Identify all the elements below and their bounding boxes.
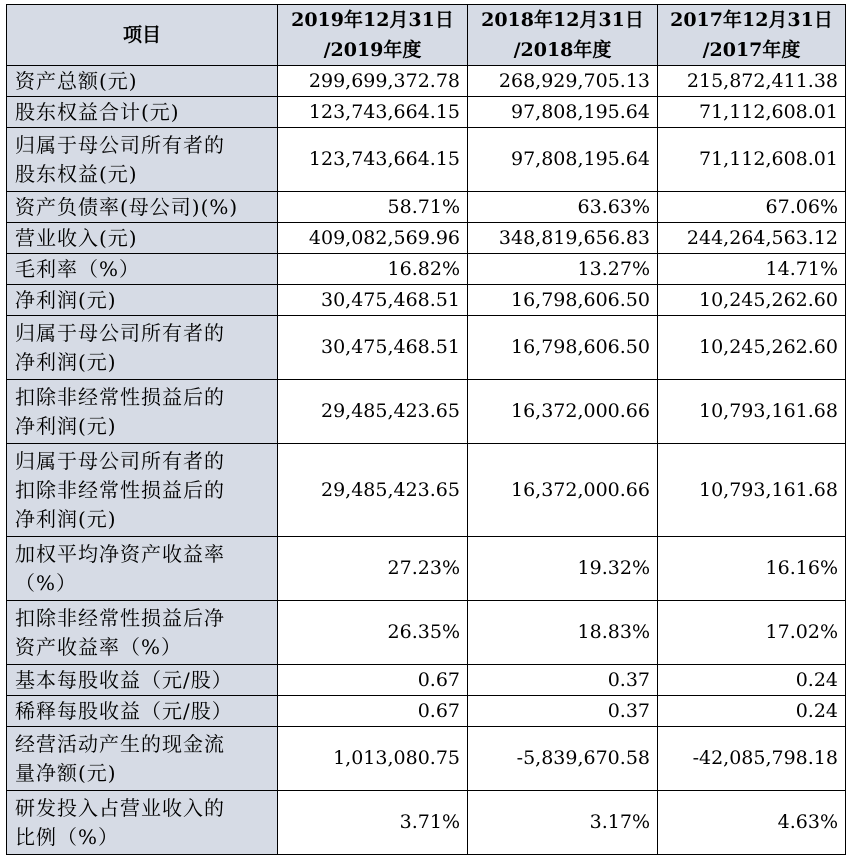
value-cell: 27.23%	[278, 537, 468, 601]
row-label	[7, 192, 278, 223]
row-label	[7, 66, 278, 97]
table-row	[7, 727, 846, 791]
value-cell: 16.16%	[658, 537, 846, 601]
value-cell: 29,485,423.65	[278, 444, 468, 537]
header-line: /2018年度	[513, 39, 612, 61]
row-label-line: 净利润(元)	[15, 349, 117, 374]
table-row	[7, 192, 846, 223]
row-label	[7, 380, 278, 444]
header-line: 2019年12月31日	[291, 9, 454, 31]
row-label-line: 加权平均净资产收益率	[15, 541, 225, 566]
value-cell: 18.83%	[468, 601, 658, 665]
header-2019	[278, 5, 468, 66]
value-cell: 30,475,468.51	[278, 316, 468, 380]
value-cell: 0.24	[658, 696, 846, 727]
value-cell: 67.06%	[658, 192, 846, 223]
header-line: /2019年度	[323, 39, 422, 61]
row-label	[7, 727, 278, 791]
table-row	[7, 254, 846, 285]
value-cell: 71,112,608.01	[658, 97, 846, 128]
table-row	[7, 537, 846, 601]
row-label	[7, 285, 278, 316]
row-label-line: 归属于母公司所有者的	[15, 448, 225, 473]
table-row	[7, 316, 846, 380]
row-label-line: 净利润(元)	[15, 413, 117, 438]
value-cell: 0.37	[468, 665, 658, 696]
value-cell: 16.82%	[278, 254, 468, 285]
row-label-line: 净利润(元)	[15, 506, 117, 531]
value-cell: 348,819,656.83	[468, 223, 658, 254]
table-row	[7, 380, 846, 444]
value-cell: 10,245,262.60	[658, 285, 846, 316]
row-label-line: 比例（%）	[15, 824, 120, 849]
row-label-line: 资产总额(元)	[15, 68, 138, 93]
value-cell: 1,013,080.75	[278, 727, 468, 791]
table-row	[7, 285, 846, 316]
value-cell: 0.37	[468, 696, 658, 727]
table-row	[7, 601, 846, 665]
value-cell: 10,245,262.60	[658, 316, 846, 380]
row-label	[7, 254, 278, 285]
value-cell: 16,372,000.66	[468, 380, 658, 444]
value-cell: 14.71%	[658, 254, 846, 285]
value-cell: 215,872,411.38	[658, 66, 846, 97]
value-cell: 29,485,423.65	[278, 380, 468, 444]
row-label-line: 扣除非经常性损益后的	[15, 477, 225, 502]
row-label	[7, 223, 278, 254]
table-row	[7, 791, 846, 855]
row-label-line: 归属于母公司所有者的	[15, 320, 225, 345]
row-label	[7, 444, 278, 537]
value-cell: 13.27%	[468, 254, 658, 285]
row-label-line: 基本每股收益（元/股）	[15, 667, 233, 692]
header-2018	[468, 5, 658, 66]
value-cell: 10,793,161.68	[658, 380, 846, 444]
row-label-line: 股东权益合计(元)	[15, 99, 180, 124]
value-cell: 17.02%	[658, 601, 846, 665]
row-label	[7, 791, 278, 855]
row-label-line: 经营活动产生的现金流	[15, 731, 225, 756]
table-row	[7, 696, 846, 727]
value-cell: 16,798,606.50	[468, 316, 658, 380]
row-label	[7, 601, 278, 665]
row-label	[7, 665, 278, 696]
value-cell: 299,699,372.78	[278, 66, 468, 97]
value-cell: 71,112,608.01	[658, 128, 846, 192]
value-cell: 3.71%	[278, 791, 468, 855]
value-cell: 4.63%	[658, 791, 846, 855]
value-cell: 268,929,705.13	[468, 66, 658, 97]
value-cell: 16,798,606.50	[468, 285, 658, 316]
value-cell: 3.17%	[468, 791, 658, 855]
row-label-line: 营业收入(元)	[15, 225, 138, 250]
header-line: 2017年12月31日	[670, 9, 833, 31]
row-label-line: 稀释每股收益（元/股）	[15, 698, 233, 723]
value-cell: 30,475,468.51	[278, 285, 468, 316]
table-row	[7, 66, 846, 97]
row-label	[7, 537, 278, 601]
header-2017	[658, 5, 846, 66]
row-label	[7, 696, 278, 727]
value-cell: 58.71%	[278, 192, 468, 223]
header-line: /2017年度	[702, 39, 801, 61]
value-cell: 123,743,664.15	[278, 97, 468, 128]
row-label-line: 扣除非经常性损益后的	[15, 384, 225, 409]
table-row	[7, 444, 846, 537]
table-row	[7, 223, 846, 254]
row-label-line: 股东权益(元)	[15, 161, 138, 186]
value-cell: 16,372,000.66	[468, 444, 658, 537]
table-row	[7, 665, 846, 696]
value-cell: -42,085,798.18	[658, 727, 846, 791]
row-label-line: （%）	[15, 570, 78, 595]
row-label-line: 研发投入占营业收入的	[15, 795, 225, 820]
header-item: 项目	[7, 5, 278, 66]
row-label-line: 资产负债率(母公司)(%)	[15, 194, 239, 219]
value-cell: 26.35%	[278, 601, 468, 665]
value-cell: 97,808,195.64	[468, 97, 658, 128]
row-label-line: 归属于母公司所有者的	[15, 132, 225, 157]
value-cell: 0.24	[658, 665, 846, 696]
financial-summary-table	[6, 4, 846, 855]
value-cell: 123,743,664.15	[278, 128, 468, 192]
table-row	[7, 97, 846, 128]
value-cell: 97,808,195.64	[468, 128, 658, 192]
row-label-line: 毛利率（%）	[15, 256, 141, 281]
row-label-line: 扣除非经常性损益后净	[15, 605, 225, 630]
value-cell: 0.67	[278, 665, 468, 696]
row-label-line: 量净额(元)	[15, 760, 117, 785]
value-cell: 0.67	[278, 696, 468, 727]
value-cell: -5,839,670.58	[468, 727, 658, 791]
value-cell: 10,793,161.68	[658, 444, 846, 537]
value-cell: 244,264,563.12	[658, 223, 846, 254]
table-row	[7, 128, 846, 192]
value-cell: 63.63%	[468, 192, 658, 223]
header-line: 2018年12月31日	[481, 9, 644, 31]
row-label	[7, 97, 278, 128]
header-row	[7, 5, 846, 66]
row-label-line: 净利润(元)	[15, 287, 117, 312]
row-label-line: 资产收益率（%）	[15, 634, 183, 659]
row-label	[7, 316, 278, 380]
row-label	[7, 128, 278, 192]
value-cell: 409,082,569.96	[278, 223, 468, 254]
value-cell: 19.32%	[468, 537, 658, 601]
